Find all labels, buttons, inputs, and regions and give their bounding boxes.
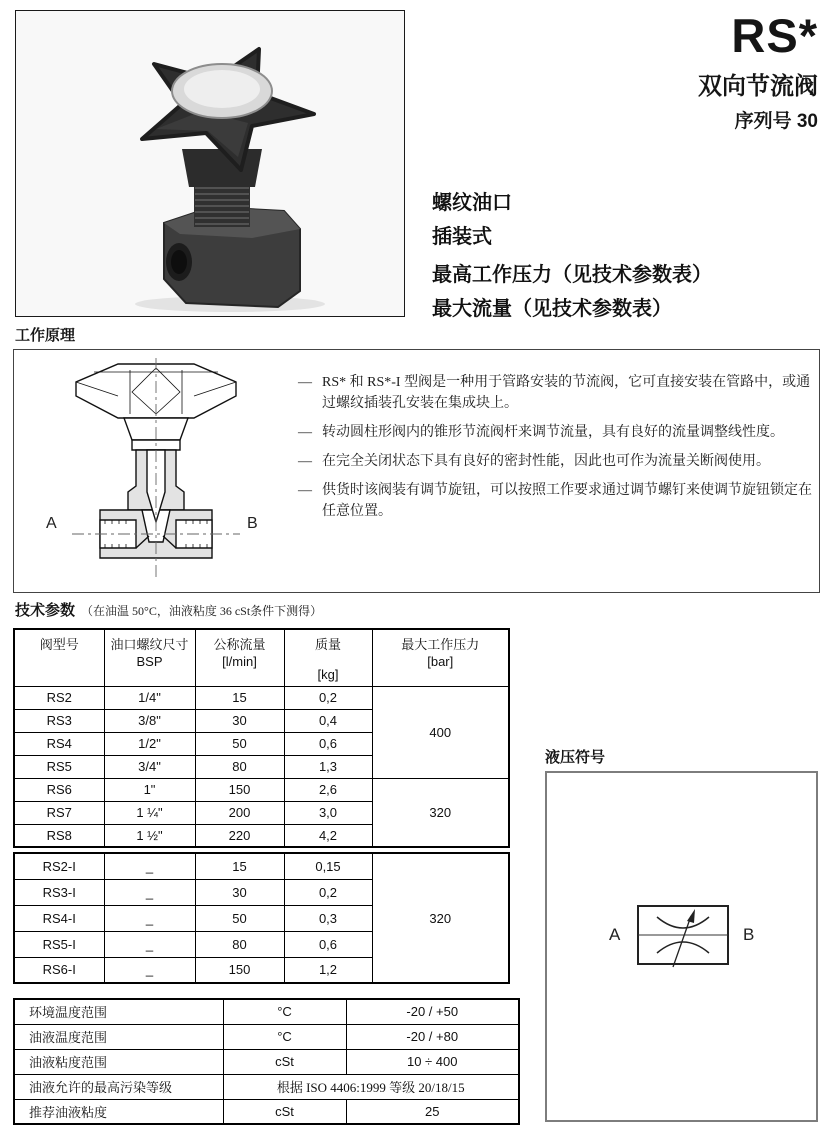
port-label-a: A (46, 515, 57, 532)
valve-cross-section-drawing (70, 358, 242, 580)
table-row (14, 999, 519, 1024)
product-code: RS* (731, 9, 818, 62)
bullet-list (298, 372, 818, 530)
cell: _ (104, 879, 195, 905)
port-label-b: B (743, 925, 755, 944)
cell: 220 (195, 824, 284, 847)
column-header: 公称流量 [l/min] (195, 629, 284, 686)
cell: 0,2 (284, 879, 372, 905)
cell: RS2-I (14, 853, 104, 879)
cell: 150 (195, 778, 284, 801)
cell: RS3 (14, 709, 104, 732)
cell: 0,4 (284, 709, 372, 732)
cell: RS2 (14, 686, 104, 709)
hydraulic-symbol-heading: 液压符号 (545, 749, 606, 766)
tech-table-cartridge (13, 852, 510, 984)
cell: 推荐油液粘度 (14, 1099, 223, 1124)
bullet-text: 在完全关闭状态下具有良好的密封性能，因此也可作为流量关断阀使用。 (322, 454, 770, 469)
hydraulic-symbol-box (545, 771, 818, 1122)
cell: 油液温度范围 (14, 1024, 223, 1049)
cell: °C (223, 999, 346, 1024)
column-header: 油口螺纹尺寸 BSP (104, 629, 195, 686)
cell: _ (104, 853, 195, 879)
table-header-row (14, 629, 509, 686)
intro-line: 最大流量（见技术参数表） (432, 298, 672, 320)
cell: RS8 (14, 824, 104, 847)
cell: 25 (346, 1099, 519, 1124)
cell: 3/4" (104, 755, 195, 778)
column-header: 质量 [kg] (284, 629, 372, 686)
cell: _ (104, 905, 195, 931)
cell: RS6 (14, 778, 104, 801)
working-principle-heading: 工作原理 (15, 327, 76, 344)
cell: °C (223, 1024, 346, 1049)
table-row (14, 1099, 519, 1124)
cell: RS4 (14, 732, 104, 755)
bullet-dash: — (298, 375, 312, 390)
cell: 1/4" (104, 686, 195, 709)
cell: RS6-I (14, 957, 104, 983)
column-header: 最大工作压力 [bar] (372, 629, 509, 686)
cell: 3/8" (104, 709, 195, 732)
cell: 0,15 (284, 853, 372, 879)
cell: RS5-I (14, 931, 104, 957)
cell: cSt (223, 1049, 346, 1074)
tech-params-heading-row (15, 599, 322, 620)
operating-conditions-table (13, 998, 520, 1125)
cell: cSt (223, 1099, 346, 1124)
cell: 2,6 (284, 778, 372, 801)
bullet-item (298, 480, 818, 522)
cell: -20 / +50 (346, 999, 519, 1024)
cell: -20 / +80 (346, 1024, 519, 1049)
cell: 3,0 (284, 801, 372, 824)
intro-line: 最高工作压力（见技术参数表） (432, 264, 712, 286)
cell: 80 (195, 931, 284, 957)
cell: 油液允许的最高污染等级 (14, 1074, 223, 1099)
bullet-item (298, 451, 818, 472)
cell: 50 (195, 732, 284, 755)
tech-params-condition: （在油温 50°C，油液粘度 36 cSt条件下测得） (81, 604, 323, 618)
cell-max-pressure: 320 (372, 853, 509, 983)
table-row (14, 686, 509, 709)
cell: 30 (195, 709, 284, 732)
bullet-text: 转动圆柱形阀内的锥形节流阀杆来调节流量，具有良好的流量调整线性度。 (322, 425, 784, 440)
cell: 1" (104, 778, 195, 801)
cell: RS4-I (14, 905, 104, 931)
bullet-item (298, 422, 818, 443)
port-label-a: A (609, 925, 621, 944)
cell-max-pressure: 320 (372, 778, 509, 847)
bullet-dash: — (298, 483, 312, 498)
cell: 80 (195, 755, 284, 778)
cell: 0,2 (284, 686, 372, 709)
cell: 1/2" (104, 732, 195, 755)
cell: 15 (195, 686, 284, 709)
table-row (14, 853, 509, 879)
bullet-text: RS* 和 RS*-I 型阀是一种用于管路安装的节流阀，它可直接安装在管路中，或通过螺纹插装孔安装在集成块上。 (322, 375, 811, 411)
bullet-text: 供货时该阀装有调节旋钮，可以按照工作要求通过调节螺钉来使调节旋钮锁定在任意位置。 (322, 483, 812, 519)
throttle-symbol-drawing (635, 903, 731, 975)
cell: RS7 (14, 801, 104, 824)
cell: 油液粘度范围 (14, 1049, 223, 1074)
intro-text (432, 186, 712, 326)
table-row (14, 1049, 519, 1074)
table-row (14, 1024, 519, 1049)
cell: 10 ÷ 400 (346, 1049, 519, 1074)
valve-photo (16, 11, 404, 316)
cell: 1,2 (284, 957, 372, 983)
intro-line: 插装式 (432, 226, 492, 248)
cell: 50 (195, 905, 284, 931)
cell: 根据 ISO 4406:1999 等级 20/18/15 (223, 1074, 519, 1099)
bullet-dash: — (298, 454, 312, 469)
cell: 150 (195, 957, 284, 983)
cell: 1 ¼" (104, 801, 195, 824)
tech-params-heading: 技术参数 (15, 602, 76, 619)
bullet-item (298, 372, 818, 414)
cell: 0,6 (284, 732, 372, 755)
cell: 0,6 (284, 931, 372, 957)
cell: 1,3 (284, 755, 372, 778)
tech-table-threaded (13, 628, 510, 848)
cell: 15 (195, 853, 284, 879)
product-name: 双向节流阀 (698, 73, 818, 100)
port-label-b: B (247, 515, 258, 532)
cell: RS3-I (14, 879, 104, 905)
working-principle-box (13, 349, 820, 593)
cell: 1 ½" (104, 824, 195, 847)
cell-max-pressure: 400 (372, 686, 509, 778)
product-series: 序列号 30 (734, 111, 818, 132)
cell: 环境温度范围 (14, 999, 223, 1024)
intro-line: 螺纹油口 (432, 192, 512, 214)
cell: 4,2 (284, 824, 372, 847)
cell: _ (104, 931, 195, 957)
photo-frame (15, 10, 405, 317)
cell: 30 (195, 879, 284, 905)
table-row (14, 778, 509, 801)
column-header: 阀型号 (14, 629, 104, 686)
cell: 0,3 (284, 905, 372, 931)
cell: 200 (195, 801, 284, 824)
cell: _ (104, 957, 195, 983)
cell: RS5 (14, 755, 104, 778)
table-row (14, 1074, 519, 1099)
title-block (698, 9, 818, 133)
bullet-dash: — (298, 425, 312, 440)
